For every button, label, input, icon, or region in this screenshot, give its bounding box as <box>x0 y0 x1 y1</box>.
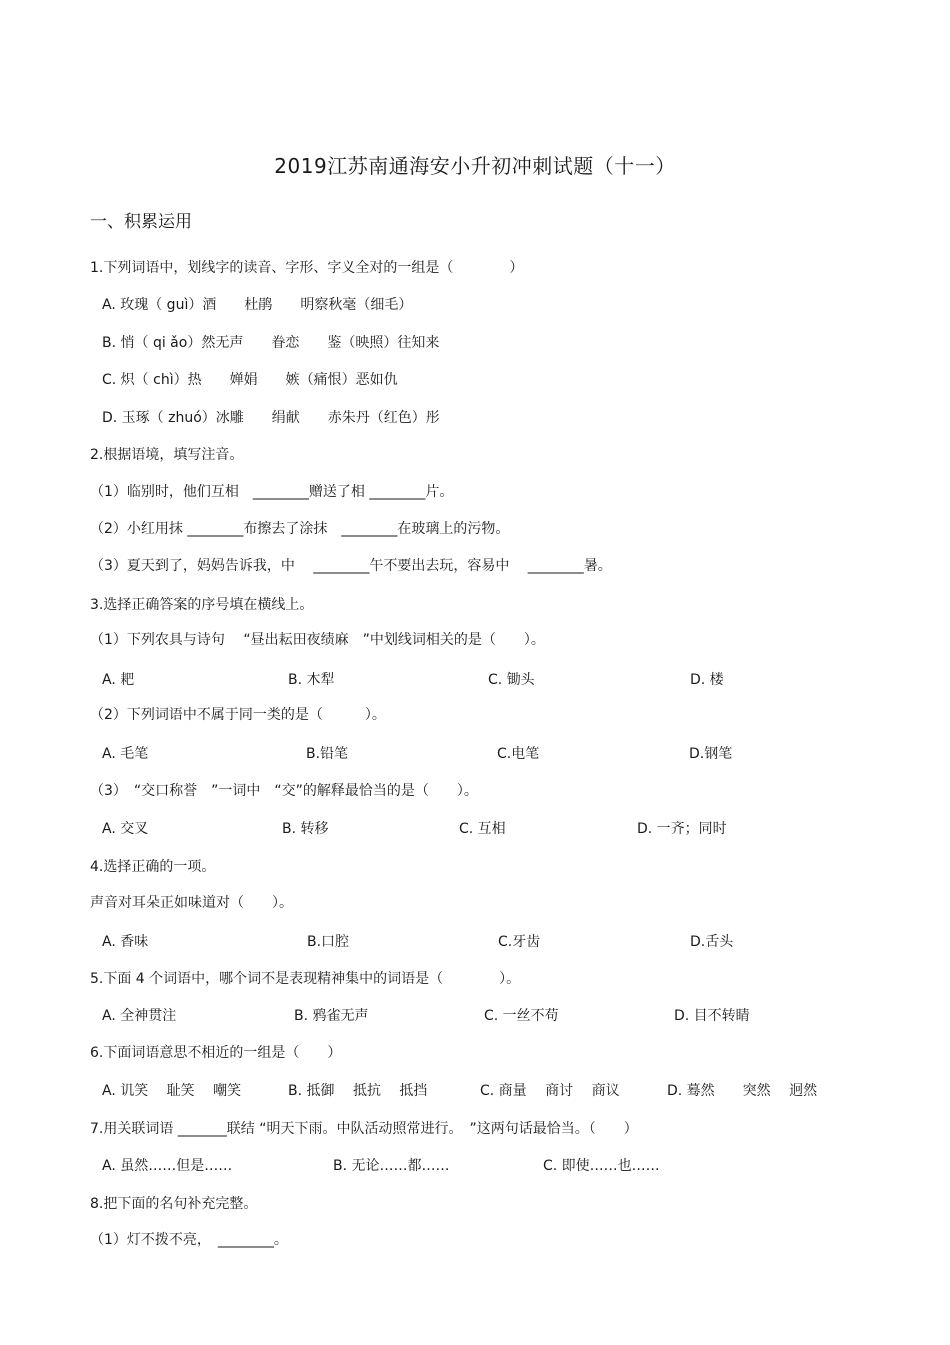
option-a: A. 全神贯注 <box>102 1008 177 1024</box>
question-8-stem: 8.把下面的名句补充完整。 <box>90 1196 258 1212</box>
option-a: A. 毛笔 <box>102 746 149 762</box>
question-3-item-3: （3） “交口称誉 ”一词中 “交”的解释最恰当的是（ ）。 <box>90 783 478 799</box>
option-c: C. 商量 商讨 商议 <box>480 1083 620 1099</box>
question-1-option-a: A. 玫瑰（ guì）酒 杜鹃 明察秋毫（细毛） <box>102 297 413 313</box>
option-b: B. 木犁 <box>288 672 335 688</box>
question-4-line: 声音对耳朵正如味道对（ ）。 <box>90 895 293 911</box>
option-b: B. 无论……都…… <box>333 1158 450 1174</box>
option-d: D.舌头 <box>690 934 734 950</box>
option-b: B. 抵御 抵抗 抵挡 <box>288 1083 428 1099</box>
question-1-option-c: C. 炽（ chì）热 婵娟 嫉（痛恨）恶如仇 <box>102 372 398 388</box>
question-1-option-d: D. 玉琢（ zhuó）冰雕 绢献 赤朱丹（红色）彤 <box>102 410 440 426</box>
option-b: B. 鸦雀无声 <box>294 1008 369 1024</box>
option-d: D. 目不转睛 <box>674 1008 750 1024</box>
option-d: D.钢笔 <box>689 746 733 762</box>
page-title: 2019江苏南通海安小升初冲刺试题（十一） <box>274 154 676 178</box>
option-c: C. 一丝不苟 <box>484 1008 559 1024</box>
option-d: D. 楼 <box>690 672 724 688</box>
option-a: A. 讥笑 耻笑 嘲笑 <box>102 1083 242 1099</box>
section-heading: 一、积累运用 <box>90 212 192 232</box>
option-b: B.铅笔 <box>306 746 349 762</box>
question-7-stem: 7.用关联词语 _______联结 “明天下雨。中队活动照常进行。 ”这两句话最恰当。（ ） <box>90 1121 638 1137</box>
question-2-item-3: （3）夏天到了，妈妈告诉我，中 ________午不要出去玩，容易中 ________暑。 <box>90 558 612 574</box>
option-a: A. 耙 <box>102 672 135 688</box>
option-a: A. 香味 <box>102 934 149 950</box>
option-a: A. 交叉 <box>102 821 149 837</box>
option-d: D. 蓦然 突然 迥然 <box>667 1083 818 1099</box>
question-3-stem: 3.选择正确答案的序号填在横线上。 <box>90 597 314 613</box>
option-c: C.电笔 <box>497 746 540 762</box>
question-2-stem: 2.根据语境，填写注音。 <box>90 447 244 463</box>
question-3-item-1: （1）下列农具与诗句 “昼出耘田夜绩麻 ”中划线词相关的是（ ）。 <box>90 632 545 648</box>
question-8-item-1: （1）灯不拨不亮， ________。 <box>90 1232 288 1248</box>
question-1-stem: 1.下列词语中，划线字的读音、字形、字义全对的一组是（ ） <box>90 260 524 276</box>
option-c: C. 锄头 <box>488 672 535 688</box>
question-6-stem: 6.下面词语意思不相近的一组是（ ） <box>90 1045 342 1061</box>
question-3-item-2: （2）下列词语中不属于同一类的是（ ）。 <box>90 707 386 723</box>
option-c: C. 互相 <box>459 821 506 837</box>
question-2-item-2: （2）小红用抹 ________布擦去了涂抹 ________在玻璃上的污物。 <box>90 521 510 537</box>
question-2-item-1: （1）临别时，他们互相 ________赠送了相 ________片。 <box>90 484 454 500</box>
option-b: B.口腔 <box>307 934 350 950</box>
option-c: C.牙齿 <box>498 934 541 950</box>
option-d: D. 一齐；同时 <box>637 821 727 837</box>
question-1-option-b: B. 悄（ qi ǎo）然无声 眷恋 鉴（映照）往知来 <box>102 335 440 351</box>
question-5-stem: 5.下面 4 个词语中，哪个词不是表现精神集中的词语是（ ）。 <box>90 971 521 987</box>
question-4-stem: 4.选择正确的一项。 <box>90 859 216 875</box>
option-a: A. 虽然……但是…… <box>102 1158 233 1174</box>
option-c: C. 即使……也…… <box>543 1158 660 1174</box>
option-b: B. 转移 <box>282 821 329 837</box>
